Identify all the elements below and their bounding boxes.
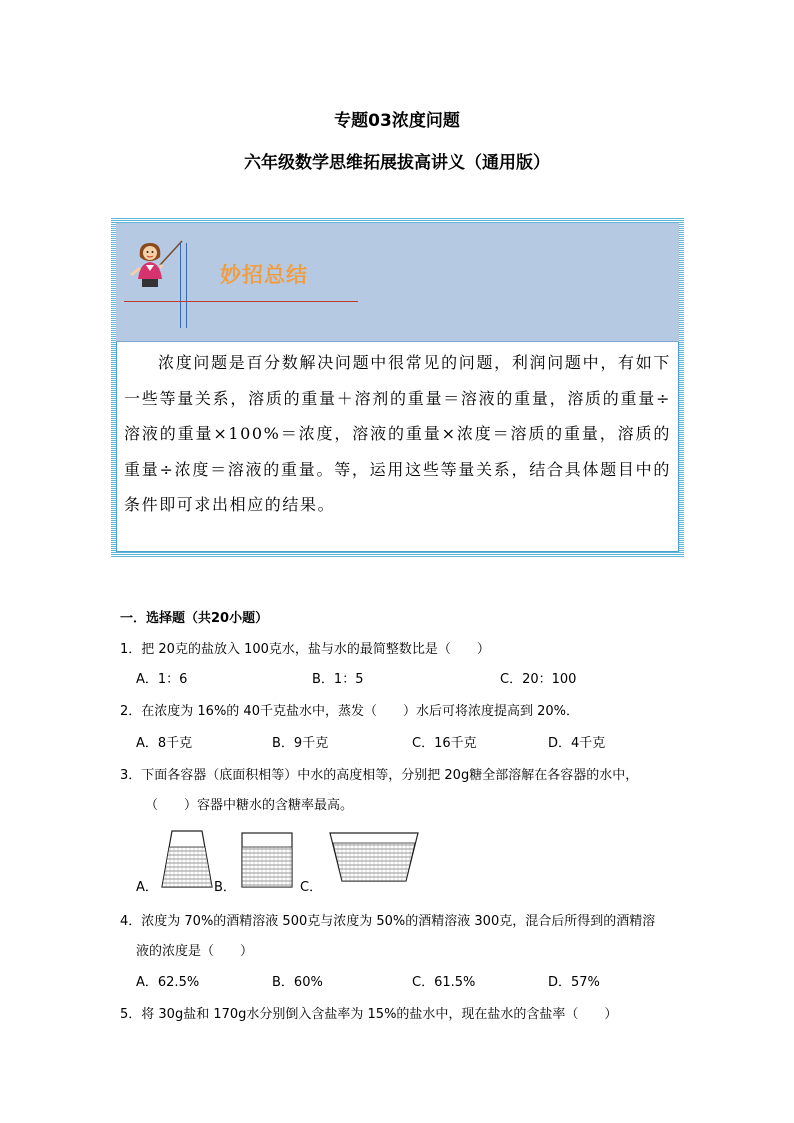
q4-option-a: A．62.5% — [136, 975, 200, 990]
q2-option-a: A．8千克 — [136, 736, 193, 751]
container-a-figure — [160, 829, 214, 889]
q3-option-c: C． — [300, 880, 323, 895]
question-4: 4．浓度为 70%的酒精溶液 500克与浓度为 50%的酒精溶液 300克，混合后所得到的酒精溶 — [120, 914, 656, 929]
q4-option-b: B．60% — [272, 975, 323, 990]
summary-box — [111, 218, 684, 557]
q1-option-a: A．1：6 — [136, 672, 188, 687]
container-b-figure — [240, 831, 294, 889]
q2-option-d: D．4千克 — [548, 736, 606, 751]
q3-option-b: B． — [214, 880, 236, 895]
question-3: 3．下面各容器（底面积相等）中水的高度相等，分别把 20g糖全部溶解在各容器的水中， — [120, 768, 639, 783]
header-divider-line — [180, 243, 181, 328]
q3-option-a: A． — [136, 880, 158, 895]
teacher-pointer-icon — [126, 235, 186, 295]
section-title: 一．选择题（共20小题） — [120, 611, 269, 626]
q2-option-b: B．9千克 — [272, 736, 329, 751]
question-5: 5．将 30g盐和 170g水分别倒入含盐率为 15%的盐水中，现在盐水的含盐率（ ） — [120, 1007, 618, 1022]
container-c-figure — [328, 831, 420, 883]
question-1: 1．把 20克的盐放入 100克水，盐与水的最简整数比是（ ） — [120, 642, 490, 657]
q1-option-c: C．20：100 — [500, 672, 577, 687]
q4-option-c: C．61.5% — [412, 975, 476, 990]
page-title: 专题03浓度问题 — [334, 111, 460, 131]
q4-option-d: D．57% — [548, 975, 600, 990]
summary-body: 浓度问题是百分数解决问题中很常见的问题，利润问题中，有如下一些等量关系，溶质的重量＋溶剂的重量＝溶液的重量，溶质的重量÷溶液的重量×100%＝浓度，溶液的重量×浓度＝溶质的重量，溶质的重量÷浓度＝溶液的重量。等，运用这些等量关系，结合具体题目中的条件即可求出相应的结果。 — [124, 353, 671, 514]
question-3-line-2: （ ）容器中糖水的含糖率最高。 — [145, 798, 354, 813]
q1-option-b: B．1：5 — [312, 672, 364, 687]
question-4-line-2: 液的浓度是（ ） — [136, 944, 254, 959]
summary-heading: 妙招总结 — [220, 263, 308, 287]
summary-header — [116, 223, 679, 342]
page-subtitle: 六年级数学思维拓展拔高讲义（通用版） — [244, 153, 550, 173]
header-underline — [124, 301, 358, 302]
q2-option-c: C．16千克 — [412, 736, 477, 751]
question-2: 2．在浓度为 16%的 40千克盐水中，蒸发（ ）水后可将浓度提高到 20%． — [120, 704, 579, 719]
header-divider-line — [186, 243, 187, 328]
